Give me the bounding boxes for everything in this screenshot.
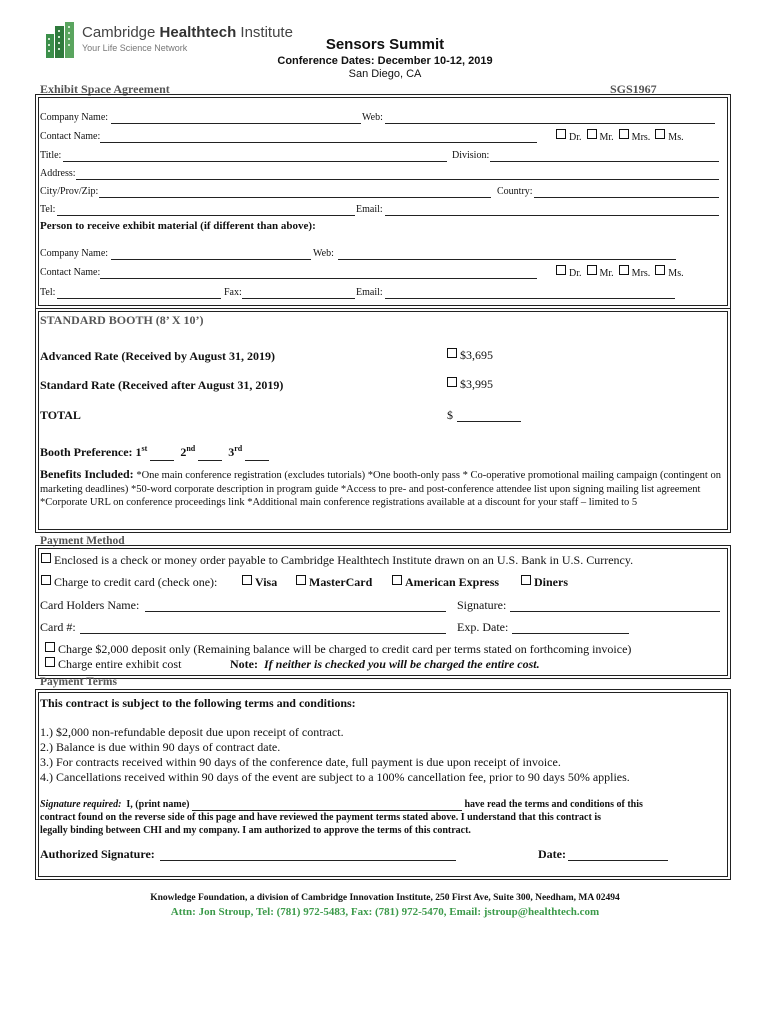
alt-contact-name-field[interactable] (100, 278, 537, 279)
alt-dr-checkbox[interactable]: Dr. (556, 268, 582, 279)
payment-method-heading: Payment Method (40, 535, 125, 547)
pref-2-field[interactable] (198, 445, 222, 461)
email-field[interactable] (385, 215, 719, 216)
benefits-text: Benefits Included: *One main conference registration (excludes tutorials) *One booth-only pass * Co-operative promotional mailing campaign (contingent on marketing deadlines) *50-word corporate description in program guide *Access to pre- and post-conference attendee list upon signing mailing list agreement *Corporate URL on conference proceedings link *Additional main conference registrations available at a discount for your staff – limited to 5 (40, 467, 721, 508)
advanced-rate-label: Advanced Rate (Received by August 31, 2019) (40, 349, 275, 363)
alt-salutation-options (556, 265, 684, 279)
company-label: Company Name: (40, 112, 109, 123)
alt-company-label: Company Name: (40, 248, 109, 259)
event-title: Sensors Summit (325, 36, 445, 53)
card-holder-label: Card Holders Name: (40, 598, 140, 612)
division-field[interactable] (490, 161, 719, 162)
signature-text-line: contract found on the reverse side of this page and have reviewed the payment terms stated above. I understand that this contract is (40, 812, 601, 823)
booth-preference: Booth Preference: 1st 2nd 3rd (40, 444, 269, 461)
alt-company-field[interactable] (111, 259, 311, 260)
ms-checkbox[interactable]: Ms. (655, 132, 683, 143)
company-field[interactable] (111, 123, 361, 124)
title-label: Title: (40, 150, 62, 161)
term-item: 1.) $2,000 non-refundable deposit due upon receipt of contract. (40, 725, 344, 739)
pref-3-field[interactable] (245, 445, 269, 461)
signature-label: Signature: (457, 598, 507, 612)
logo-tagline: Your Life Science Network (82, 43, 188, 53)
web-field[interactable] (385, 123, 715, 124)
conference-dates: Conference Dates: December 10-12, 2019 (277, 55, 493, 67)
alt-mrs-checkbox[interactable]: Mrs. (619, 268, 651, 279)
standard-rate-option[interactable]: $3,995 (447, 377, 493, 392)
tel-label: Tel: (40, 204, 56, 215)
dr-checkbox[interactable]: Dr. (556, 132, 582, 143)
address-field[interactable] (76, 179, 719, 180)
logo-name: Cambridge Healthtech Institute (82, 24, 293, 41)
print-name-field[interactable] (192, 799, 462, 811)
city-field[interactable] (99, 197, 491, 198)
address-label: Address: (40, 168, 76, 179)
signature-required-line: Signature required: I, (print name) have read the terms and conditions of this (40, 799, 643, 810)
agreement-title: Exhibit Space Agreement (40, 82, 170, 96)
payment-note: Note: If neither is checked you will be charged the entire cost. (230, 657, 540, 671)
alt-contact-name-label: Contact Name: (40, 267, 101, 278)
visa-option[interactable]: Visa (242, 575, 277, 590)
date-label: Date: (538, 847, 566, 861)
alt-email-label: Email: (356, 287, 383, 298)
footer-address: Knowledge Foundation, a division of Cambridge Innovation Institute, 250 First Ave, Suite 300, Needham, MA 02494 (150, 893, 620, 903)
advanced-rate-checkbox[interactable] (447, 348, 457, 358)
term-item: 3.) For contracts received within 90 days of the conference date, full payment is due upon receipt of invoice. (40, 755, 561, 769)
standard-rate-checkbox[interactable] (447, 377, 457, 387)
salutation-options (556, 129, 684, 143)
deposit-option[interactable]: Charge $2,000 deposit only (Remaining balance will be charged to credit card per terms stated on forthcoming invoice) (45, 642, 631, 657)
contact-name-field[interactable] (100, 142, 537, 143)
amex-option[interactable]: American Express (392, 575, 499, 590)
enclosed-option[interactable]: Enclosed is a check or money order payable to Cambridge Healthtech Institute drawn on an U.S. Bank in U.S. Currency. (41, 553, 633, 568)
card-number-field[interactable] (80, 633, 446, 634)
alt-ms-checkbox[interactable]: Ms. (655, 268, 683, 279)
alt-contact-heading: Person to receive exhibit material (if different than above): (40, 220, 316, 232)
credit-card-option[interactable]: Charge to credit card (check one): (41, 575, 217, 590)
enclosed-checkbox[interactable] (41, 553, 51, 563)
total-label: TOTAL (40, 408, 81, 422)
advanced-rate-option[interactable]: $3,695 (447, 348, 493, 363)
credit-card-checkbox[interactable] (41, 575, 51, 585)
term-item: 4.) Cancellations received within 90 days of the event are subject to a 100% cancellation fee, prior to 90 days 50% applies. (40, 770, 630, 784)
conference-location: San Diego, CA (348, 68, 422, 80)
alt-mr-checkbox[interactable]: Mr. (587, 268, 614, 279)
card-holder-field[interactable] (145, 611, 446, 612)
mrs-checkbox[interactable]: Mrs. (619, 132, 651, 143)
total-symbol: $ (447, 408, 453, 422)
alt-tel-label: Tel: (40, 287, 56, 298)
country-field[interactable] (534, 197, 719, 198)
alt-web-label: Web: (313, 248, 334, 259)
signature-field[interactable] (510, 611, 720, 612)
entire-cost-option[interactable]: Charge entire exhibit cost (45, 657, 181, 672)
pref-1-field[interactable] (150, 445, 174, 461)
payment-terms-heading: Payment Terms (40, 676, 117, 688)
mastercard-option[interactable]: MasterCard (296, 575, 372, 590)
deposit-checkbox[interactable] (45, 642, 55, 652)
form-code: SGS1967 (610, 82, 657, 96)
authorized-signature-field[interactable] (160, 860, 456, 861)
exp-date-label: Exp. Date: (457, 620, 509, 634)
title-field[interactable] (63, 161, 447, 162)
email-label: Email: (356, 204, 383, 215)
card-number-label: Card #: (40, 620, 76, 634)
total-field[interactable] (457, 421, 521, 422)
date-field[interactable] (568, 860, 668, 861)
mr-checkbox[interactable]: Mr. (587, 132, 614, 143)
booth-heading: STANDARD BOOTH (8’ X 10’) (40, 313, 204, 327)
alt-fax-label: Fax: (224, 287, 242, 298)
contact-name-label: Contact Name: (40, 131, 101, 142)
web-label: Web: (362, 112, 383, 123)
alt-email-field[interactable] (385, 298, 675, 299)
country-label: Country: (497, 186, 533, 197)
exp-date-field[interactable] (512, 633, 629, 634)
signature-text-line: legally binding between CHI and my company. I am authorized to approve the terms of this contract. (40, 825, 471, 836)
alt-fax-field[interactable] (242, 298, 355, 299)
standard-rate-label: Standard Rate (Received after August 31, 2019) (40, 378, 284, 392)
city-label: City/Prov/Zip: (40, 186, 99, 197)
footer-contact: Attn: Jon Stroup, Tel: (781) 972-5483, Fax: (781) 972-5470, Email: jstroup@healthtech.com (170, 906, 600, 918)
term-item: 2.) Balance is due within 90 days of contract date. (40, 740, 281, 754)
division-label: Division: (452, 150, 490, 161)
tel-field[interactable] (57, 215, 355, 216)
entire-cost-checkbox[interactable] (45, 657, 55, 667)
terms-intro: This contract is subject to the following terms and conditions: (40, 696, 356, 710)
authorized-signature-label: Authorized Signature: (40, 847, 155, 861)
diners-option[interactable]: Diners (521, 575, 568, 590)
alt-web-field[interactable] (338, 259, 676, 260)
alt-tel-field[interactable] (57, 298, 221, 299)
